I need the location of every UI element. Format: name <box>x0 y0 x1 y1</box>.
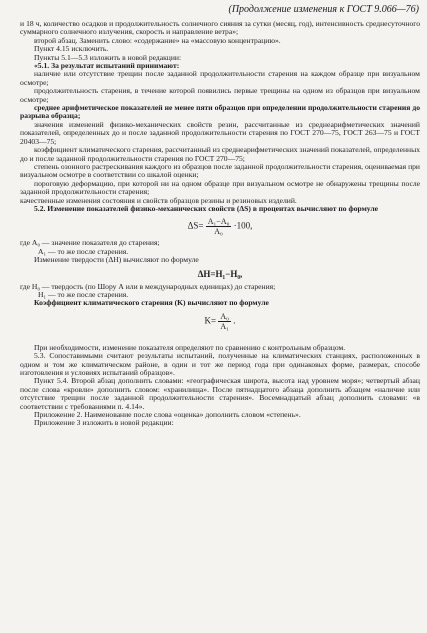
paragraph-bold: «5.1. За результат испытаний принимают: <box>34 61 180 71</box>
paragraph: значения изменений физико-механических свойств резин, рассчитанные из среднеарифметических значений показателей, определенных до и после заданной продолжительности старения по ГОСТ 270—75, ГОСТ 263—75 и ГОСТ 20403—75; <box>20 119 420 146</box>
fraction <box>206 217 232 236</box>
paragraph: A₁ — то же после старения. <box>38 246 129 256</box>
formula-rhs: ·100, <box>233 220 253 231</box>
fraction-denominator: A₀ <box>214 227 223 237</box>
formula-lhs: ΔS= <box>187 220 204 231</box>
paragraph: продолжительность старения, в течение которой появились первые трещины на одном из образцов при визуальном осмотре; <box>20 86 420 104</box>
page-header: (Продолжение изменения к ГОСТ 9.066—76) <box>228 4 419 15</box>
paragraph: Изменение твердости (ΔH) вычисляют по формуле <box>34 255 199 265</box>
paragraph-bold: среднее арифметическое показателей не менее пяти образцов при определении продолжительности старения до разрыва образца; <box>20 103 420 121</box>
paragraph: коэффициент климатического старения, рассчитанный из среднеарифметических значений показателей, определенных до и после заданной продолжительности старения по ГОСТ 270—75; <box>20 145 420 163</box>
paragraph: H₁ — то же после старения. <box>38 289 129 299</box>
paragraph: 5.3. Сопоставимыми считают результаты испытаний, полученные на климатических станциях, расположенных в одном и том же климатическом районе, в один и тот же период года при одинаковых форме, размерах, способе изготовления и условиях испытаний образцов». <box>20 351 420 377</box>
paragraph: Приложение 3 изложить в новой редакции: <box>34 418 174 428</box>
paragraph: второй абзац. Заменить слово: «содержание» на «массовую концентрацию». <box>34 35 281 45</box>
paragraph: пороговую деформацию, при которой ни на одном образце при визуальном осмотре не обнаружены трещины после заданной продолжительности старения; <box>20 178 420 197</box>
paragraph: Пункт 4.15 исключить. <box>34 44 109 54</box>
paragraph: При необходимости, изменение показателя определяют по сравнению с контрольным образцом. <box>34 342 346 352</box>
paragraph: Пункт 5.4. Второй абзац дополнить словами: «географическая широта, высота над уровнем моря»; четвертый абзац после слова «кровли» дополнить словом: «хранилища». После пятнадцатого абзаца дополнить абзацем «наличие или отсутствие трещин после заданной продолжительности старения». Восемнадцатый абзац дополнить словами: «в соответствии с требованиями п. 4.14». <box>20 376 420 411</box>
formula-k <box>20 312 420 331</box>
paragraph: степень озонного растрескивания каждого из образцов после заданной продолжительности старения, оцениваемая при визуальном осмотре в соответствии со шкалой оценки; <box>20 161 420 180</box>
paragraph-bold: Коэффициент климатического старения (K) вычисляют по формуле <box>34 298 269 308</box>
fraction-numerator: A₁−A₀ <box>207 217 230 227</box>
fraction-denominator: A₁ <box>220 321 229 331</box>
paragraph: наличие или отсутствие трещин после заданной продолжительности старения на каждом образце при визуальном осмотре; <box>20 69 420 87</box>
formula-rhs: . <box>233 315 236 326</box>
paragraph: качественные изменения состояния и свойств образцов резины и резиновых изделий. <box>20 195 297 205</box>
formula-delta-s <box>20 217 420 236</box>
paragraph: Приложение 2. Наименование после слова «оценка» дополнить словом «степень». <box>34 410 301 420</box>
paragraph: где H₀ — твердость (по Шору А или в международных единицах) до старения; <box>20 281 276 291</box>
paragraph: где A₀ — значение показателя до старения; <box>20 238 160 248</box>
paragraph: и 18 ч, количество осадков и продолжительность солнечного сияния за сутки (месяц, год), интенсивность среднесуточного суммарного солнечного излучения, скорость и направление ветра»; <box>20 19 420 37</box>
formula-lhs: K= <box>204 315 217 326</box>
paragraph: Пункты 5.1—5.3 изложить в новой редакции: <box>34 52 182 62</box>
formula-delta-h: ΔH=H₁−H₀, <box>197 268 243 279</box>
paragraph-bold: 5.2. Изменение показателей физико-механических свойств (ΔS) в процентах вычисляют по формуле <box>34 203 379 213</box>
document-body <box>20 20 420 428</box>
fraction <box>218 312 231 331</box>
fraction-numerator: A₀ <box>220 311 229 321</box>
